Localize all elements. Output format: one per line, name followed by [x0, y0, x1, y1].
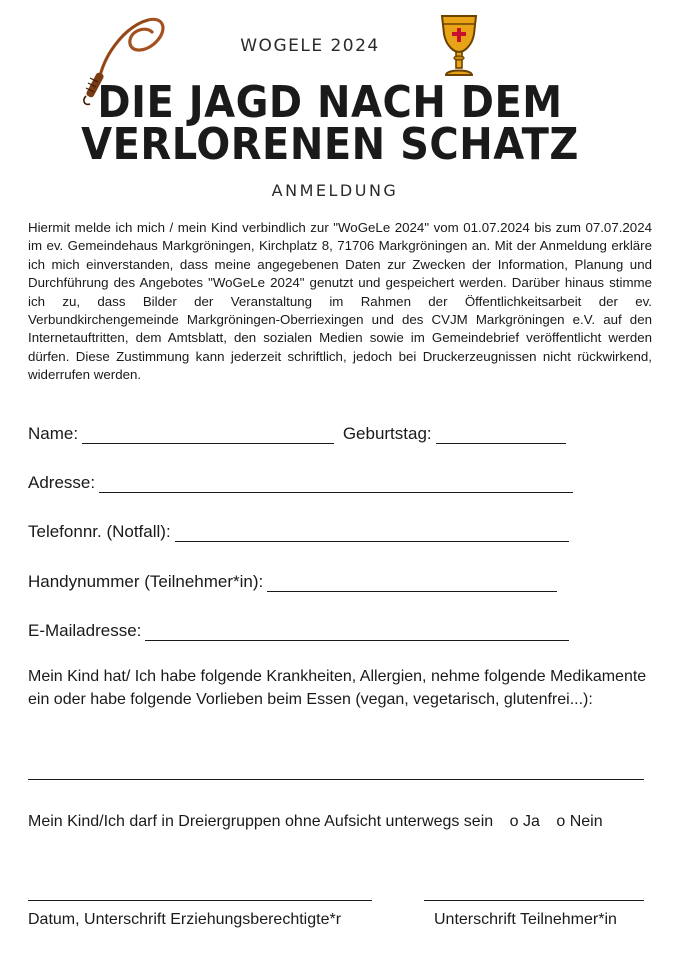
address-row [28, 473, 573, 493]
health-question: Mein Kind hat/ Ich habe folgende Krankheiten, Allergien, nehme folgende Medikamente ein oder habe folgende Vorlieben beim Essen (vegan, vegetarisch, glutenfrei...): [28, 668, 647, 708]
address-input-line[interactable] [99, 475, 573, 493]
name-input-line[interactable] [82, 426, 334, 444]
mobile-label: Handynummer (Teilnehmer*in): [28, 572, 264, 591]
phone-label: Telefonnr. (Notfall): [28, 522, 171, 541]
phone-row [28, 522, 569, 542]
consent-paragraph: Hiermit melde ich mich / mein Kind verbindlich zur "WoGeLe 2024" vom 01.07.2024 bis zum 07.07.2024 im ev. Gemeindehaus Markgröningen, Kirchplatz 8, 71706 Markgröningen an. Mit der Anmeldung erkläre ich mich einverstanden, dass meine angegebenen Daten zur Zwecken der Information, Planung und Durchführung des Angebotes "WoGeLe 2024" genutzt und gespeichert werden. Darüber hinaus stimme ich zu, dass Bilder der Veranstaltung im Rahmen der Öffentlichkeitsarbeit der ev. Verbundkirchengemeinde Markgröningen-Oberriexingen und des CVJM Markgröningen e.V. auf den Internetauftritten, dem Amtsblatt, den sozialen Medien sowie im Gemeindebrief veröffentlicht werden dürfen. Diese Zustimmung kann jederzeit schriftlich, jedoch bei Druckerzeugnissen nicht rückwirkend, widerrufen werden. [28, 220, 652, 383]
option-yes-label: Ja [522, 813, 540, 830]
health-answer-line[interactable] [28, 779, 644, 780]
phone-input-line[interactable] [175, 524, 569, 542]
name-label: Name: [28, 424, 79, 443]
address-label: Adresse: [28, 473, 96, 492]
email-label: E-Mailadresse: [28, 621, 142, 640]
birthday-input-line[interactable] [436, 426, 566, 444]
option-no-marker[interactable]: o [556, 813, 566, 830]
event-tag: WOGELE 2024 [240, 36, 380, 56]
subtitle: ANMELDUNG [271, 181, 399, 200]
guardian-signature-label: Datum, Unterschrift Erziehungsberechtigte*r [28, 911, 342, 928]
title-line-1: DIE JAGD NACH DEM [97, 78, 563, 128]
permission-row [28, 813, 603, 831]
birthday-label: Geburtstag: [342, 424, 432, 443]
mobile-input-line[interactable] [267, 574, 557, 592]
name-row [28, 424, 566, 444]
guardian-signature-line[interactable] [28, 900, 372, 901]
participant-signature-label: Unterschrift Teilnehmer*in [434, 911, 617, 928]
participant-signature-line[interactable] [424, 900, 644, 901]
permission-question: Mein Kind/Ich darf in Dreiergruppen ohne Aufsicht unterwegs sein [28, 813, 494, 830]
email-input-line[interactable] [145, 623, 569, 641]
option-yes-marker[interactable]: o [509, 813, 519, 830]
mobile-row [28, 572, 557, 592]
option-yes[interactable] [510, 813, 540, 830]
option-no-label: Nein [569, 813, 603, 830]
email-row [28, 621, 569, 641]
option-no[interactable] [556, 813, 602, 830]
title-line-2: VERLORENEN SCHATZ [81, 120, 579, 170]
